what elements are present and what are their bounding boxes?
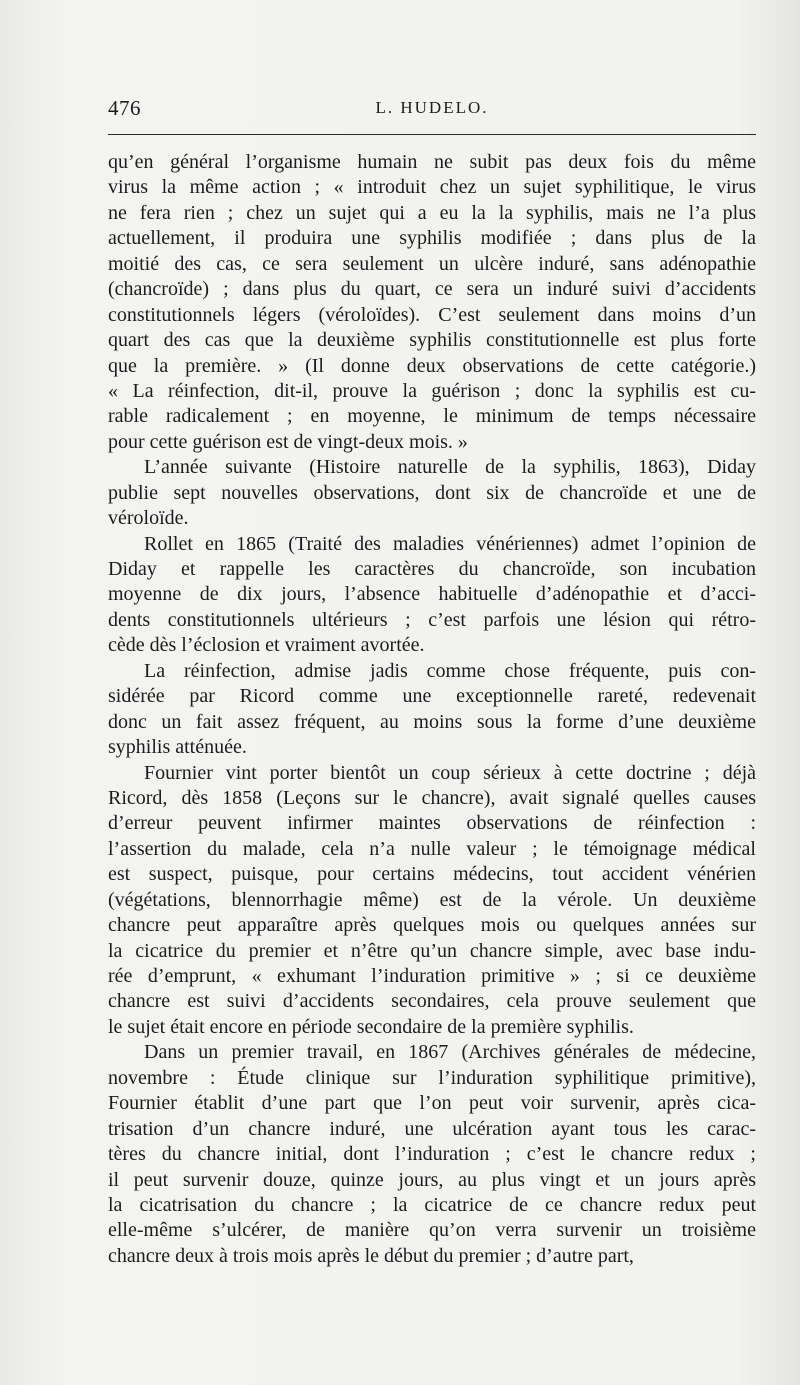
text-line: Ricord, dès 1858 (Leçons sur le chancre), avait signalé quelles causes — [108, 786, 756, 809]
text-line: « La réinfection, dit-il, prouve la guérison ; donc la syphilis est cu- — [108, 379, 756, 402]
text-line: moitié des cas, ce sera seulement un ulcère induré, sans adénopathie — [108, 252, 756, 275]
paragraph — [108, 150, 756, 455]
text-line: (végétations, blennorrhagie même) est de la vérole. Un deuxième — [108, 888, 756, 911]
text-line: actuellement, il produira une syphilis modifiée ; dans plus de la — [108, 227, 756, 250]
text-line: syphilis atténuée. — [108, 736, 247, 759]
text-line: constitutionnels légers (véroloïdes). C’est seulement dans moins d’un — [108, 303, 756, 326]
text-line: publie sept nouvelles observations, dont six de chancroïde et une de — [108, 481, 756, 504]
text-line: la cicatrisation du chancre ; la cicatrice de ce chancre redux peut — [108, 1193, 756, 1216]
paragraph — [108, 761, 756, 1041]
text-line: chancre deux à trois mois après le début du premier ; d’autre part, — [108, 1244, 634, 1267]
paragraph — [108, 1040, 756, 1269]
text-line: tères du chancre initial, dont l’induration ; c’est le chancre redux ; — [108, 1143, 756, 1166]
text-line: cède dès l’éclosion et vraiment avortée. — [108, 634, 425, 657]
text-line: véroloïde. — [108, 507, 189, 530]
paragraph — [108, 455, 756, 531]
text-line: sidérée par Ricord comme une exceptionnelle rareté, redevenait — [108, 685, 756, 708]
text-line: le sujet était encore en période secondaire de la première syphilis. — [108, 1015, 634, 1038]
text-line: dents constitutionnels ultérieurs ; c’est parfois une lésion qui rétro- — [108, 608, 756, 631]
header-rule — [108, 134, 756, 135]
text-line: ne fera rien ; chez un sujet qui a eu la la syphilis, mais ne l’a plus — [108, 201, 756, 224]
text-line: rable radicalement ; en moyenne, le minimum de temps nécessaire — [108, 405, 756, 428]
text-line: Fournier vint porter bientôt un coup sérieux à cette doctrine ; déjà — [144, 761, 756, 784]
text-line: elle-même s’ulcérer, de manière qu’on verra survenir un troisième — [108, 1219, 756, 1242]
text-line: est suspect, puisque, pour certains médecins, tout accident vénérien — [108, 863, 756, 886]
text-line: rée d’emprunt, « exhumant l’induration primitive » ; si ce deuxième — [108, 965, 756, 987]
page-number: 476 — [108, 96, 141, 120]
text-line: virus la même action ; « introduit chez un sujet syphilitique, le virus — [108, 176, 756, 199]
text-line: qu’en général l’organisme humain ne subit pas deux fois du même — [108, 151, 756, 173]
text-line: novembre : Étude clinique sur l’induration syphilitique primitive), — [108, 1066, 756, 1089]
paragraph — [108, 659, 756, 761]
text-line: d’erreur peuvent infirmer maintes observations de réinfection : — [108, 812, 756, 835]
text-line: que la première. » (Il donne deux observations de cette catégorie.) — [108, 354, 756, 377]
body-text — [108, 150, 756, 1269]
running-head: L. HUDELO. — [375, 98, 489, 117]
text-line: Diday et rappelle les caractères du chancroïde, son incubation — [108, 558, 756, 580]
text-line: moyenne de dix jours, l’absence habituelle d’adénopathie et d’acci- — [108, 583, 756, 606]
text-line: chancre est suivi d’accidents secondaires, cela prouve seulement que — [108, 990, 756, 1013]
text-line: (chancroïde) ; dans plus du quart, ce sera un induré suivi d’accidents — [108, 278, 756, 301]
text-line: La réinfection, admise jadis comme chose fréquente, puis con- — [144, 659, 756, 682]
text-line: l’assertion du malade, cela n’a nulle valeur ; le témoignage médical — [108, 837, 756, 860]
text-line: chancre peut apparaître après quelques mois ou quelques années sur — [108, 914, 756, 937]
text-line: Rollet en 1865 (Traité des maladies vénériennes) admet l’opinion de — [144, 532, 756, 555]
text-line: Dans un premier travail, en 1867 (Archives générales de médecine, — [144, 1041, 756, 1064]
text-line: donc un fait assez fréquent, au moins sous la forme d’une deuxième — [108, 710, 756, 733]
text-line: trisation d’un chancre induré, une ulcération ayant tous les carac- — [108, 1117, 756, 1140]
text-line: il peut survenir douze, quinze jours, au plus vingt et un jours après — [108, 1168, 756, 1191]
text-line: Fournier établit d’une part que l’on peut voir survenir, après cica- — [108, 1092, 756, 1115]
text-line: la cicatrice du premier et n’être qu’un chancre simple, avec base indu- — [108, 939, 756, 962]
text-line: quart des cas que la deuxième syphilis constitutionnelle est plus forte — [108, 329, 756, 352]
paragraph — [108, 532, 756, 659]
text-line: L’année suivante (Histoire naturelle de la syphilis, 1863), Diday — [144, 456, 756, 479]
page-header — [108, 96, 756, 124]
text-line: pour cette guérison est de vingt-deux mois. » — [108, 430, 468, 453]
